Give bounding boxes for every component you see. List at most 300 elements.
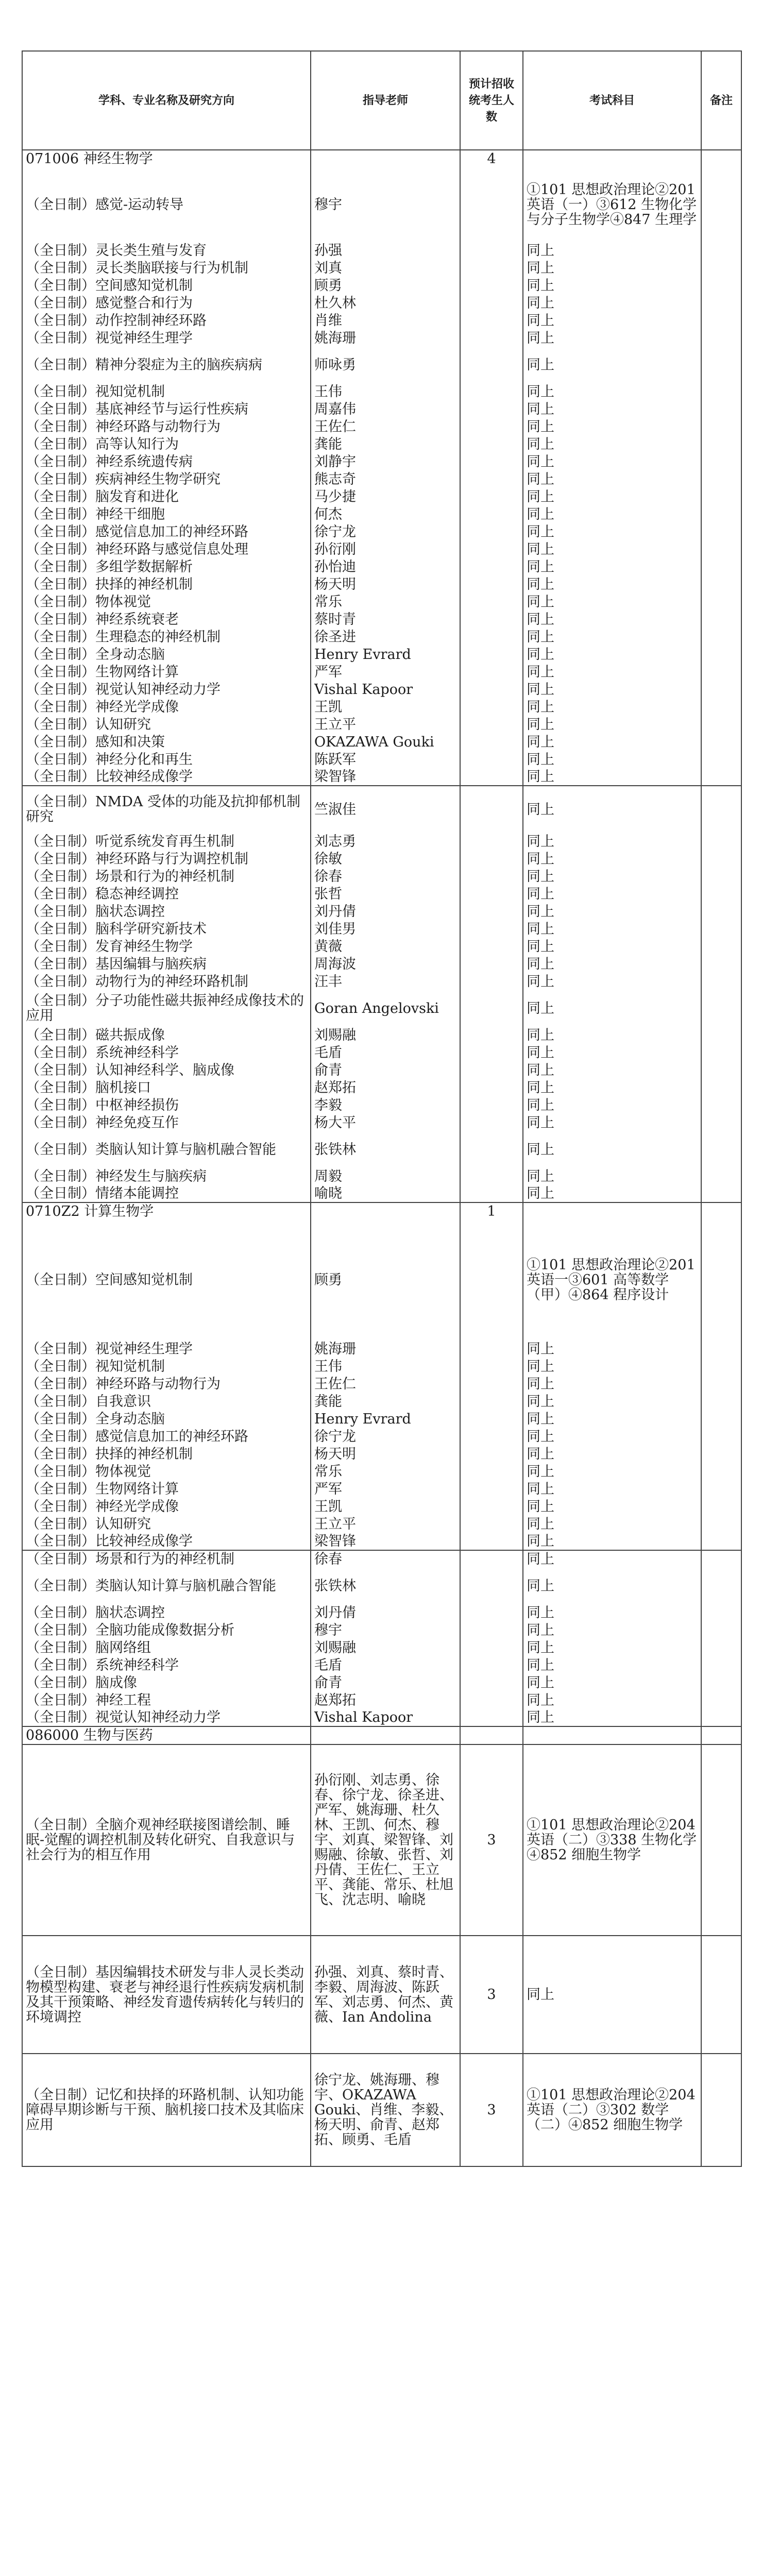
direction-cell: （全日制）神经分化和再生 bbox=[22, 751, 311, 768]
exam-cell: 同上 bbox=[523, 1114, 701, 1131]
section-note-cell bbox=[701, 1726, 741, 1744]
direction-cell: （全日制）神经环路与行为调控机制 bbox=[22, 850, 311, 868]
section-supervisor-cell bbox=[311, 1726, 460, 1744]
direction-cell: （全日制）记忆和抉择的环路机制、认知功能障碍早期诊断与干预、脑机接口技术及其临床应用 bbox=[22, 2054, 311, 2166]
quota-cell bbox=[460, 868, 523, 885]
direction-cell: （全日制）神经光学成像 bbox=[22, 1498, 311, 1515]
supervisor-cell: 孙衍刚 bbox=[311, 540, 460, 558]
note-cell bbox=[701, 768, 741, 786]
direction-cell: （全日制）稳态神经调控 bbox=[22, 885, 311, 903]
supervisor-cell: Henry Evrard bbox=[311, 1410, 460, 1428]
note-cell bbox=[701, 470, 741, 488]
table-row bbox=[22, 1639, 741, 1656]
quota-cell bbox=[460, 242, 523, 259]
table-row bbox=[22, 294, 741, 312]
table-row bbox=[22, 1061, 741, 1079]
direction-cell: （全日制）动作控制神经环路 bbox=[22, 312, 311, 329]
note-cell bbox=[701, 1515, 741, 1533]
exam-cell: 同上 bbox=[523, 628, 701, 646]
quota-cell bbox=[460, 1026, 523, 1044]
supervisor-cell: 毛盾 bbox=[311, 1656, 460, 1674]
note-cell bbox=[701, 868, 741, 885]
exam-cell: 同上 bbox=[523, 1026, 701, 1044]
supervisor-cell: 师咏勇 bbox=[311, 347, 460, 383]
supervisor-cell: 陈跃军 bbox=[311, 751, 460, 768]
quota-cell bbox=[460, 751, 523, 768]
direction-cell: （全日制）脑网络组 bbox=[22, 1639, 311, 1656]
section-note-cell bbox=[701, 150, 741, 167]
note-cell bbox=[701, 435, 741, 453]
supervisor-cell: 俞青 bbox=[311, 1061, 460, 1079]
direction-cell: （全日制）认知神经科学、脑成像 bbox=[22, 1061, 311, 1079]
quota-cell bbox=[460, 938, 523, 955]
note-cell bbox=[701, 1639, 741, 1656]
supervisor-cell: 王凯 bbox=[311, 698, 460, 716]
supervisor-cell: 刘真 bbox=[311, 259, 460, 277]
supervisor-cell: 周毅 bbox=[311, 1167, 460, 1185]
direction-cell: （全日制）抉择的神经机制 bbox=[22, 1445, 311, 1463]
note-cell bbox=[701, 920, 741, 938]
direction-cell: （全日制）脑发育和进化 bbox=[22, 488, 311, 505]
quota-cell: 3 bbox=[460, 1936, 523, 2054]
table-row bbox=[22, 1550, 741, 1568]
table-row bbox=[22, 1096, 741, 1114]
table-row bbox=[22, 453, 741, 470]
quota-cell bbox=[460, 575, 523, 593]
exam-cell: 同上 bbox=[523, 751, 701, 768]
direction-cell: （全日制）脑机接口 bbox=[22, 1079, 311, 1096]
note-cell bbox=[701, 628, 741, 646]
supervisor-cell: 王佐仁 bbox=[311, 418, 460, 435]
table-row bbox=[22, 716, 741, 733]
table-row bbox=[22, 523, 741, 540]
note-cell bbox=[701, 488, 741, 505]
direction-cell: （全日制）神经光学成像 bbox=[22, 698, 311, 716]
direction-cell: （全日制）空间感知觉机制 bbox=[22, 1220, 311, 1340]
supervisor-cell: 李毅 bbox=[311, 1096, 460, 1114]
note-cell bbox=[701, 277, 741, 294]
table-row bbox=[22, 1393, 741, 1410]
note-cell bbox=[701, 1185, 741, 1202]
supervisor-cell: 徐宁龙、姚海珊、穆宇、OKAZAWA Gouki、肖维、李毅、杨天明、俞青、赵郑拓、顾勇、毛盾 bbox=[311, 2054, 460, 2166]
supervisor-cell: 刘丹倩 bbox=[311, 1604, 460, 1621]
direction-cell: （全日制）灵长类生殖与发育 bbox=[22, 242, 311, 259]
supervisor-cell: 竺淑佳 bbox=[311, 786, 460, 833]
table-row bbox=[22, 698, 741, 716]
direction-cell: （全日制）脑状态调控 bbox=[22, 903, 311, 920]
quota-cell bbox=[460, 259, 523, 277]
note-cell bbox=[701, 1358, 741, 1375]
supervisor-cell: 王凯 bbox=[311, 1498, 460, 1515]
exam-cell: 同上 bbox=[523, 955, 701, 973]
direction-cell: （全日制）发育神经生物学 bbox=[22, 938, 311, 955]
supervisor-cell: 黄薇 bbox=[311, 938, 460, 955]
exam-cell: 同上 bbox=[523, 1709, 701, 1726]
table-row bbox=[22, 1691, 741, 1709]
table-row bbox=[22, 1185, 741, 1202]
supervisor-cell: 熊志奇 bbox=[311, 470, 460, 488]
direction-cell: （全日制）感觉整合和行为 bbox=[22, 294, 311, 312]
section-supervisor-cell bbox=[311, 1202, 460, 1220]
supervisor-cell: 毛盾 bbox=[311, 1044, 460, 1061]
note-cell bbox=[701, 540, 741, 558]
direction-cell: （全日制）感觉信息加工的神经环路 bbox=[22, 1428, 311, 1445]
supervisor-cell: 蔡时青 bbox=[311, 611, 460, 628]
quota-cell bbox=[460, 1428, 523, 1445]
section-header-row bbox=[22, 150, 741, 167]
exam-cell: 同上 bbox=[523, 400, 701, 418]
direction-cell: （全日制）多组学数据解析 bbox=[22, 558, 311, 575]
note-cell bbox=[701, 242, 741, 259]
exam-cell: 同上 bbox=[523, 663, 701, 681]
exam-cell: 同上 bbox=[523, 786, 701, 833]
supervisor-cell: 周嘉伟 bbox=[311, 400, 460, 418]
exam-cell: 同上 bbox=[523, 768, 701, 786]
note-cell bbox=[701, 1498, 741, 1515]
table-row bbox=[22, 920, 741, 938]
direction-cell: （全日制）比较神经成像学 bbox=[22, 1533, 311, 1550]
note-cell bbox=[701, 938, 741, 955]
note-cell bbox=[701, 1061, 741, 1079]
table-row bbox=[22, 1375, 741, 1393]
supervisor-cell: 杨天明 bbox=[311, 575, 460, 593]
supervisor-cell: 马少捷 bbox=[311, 488, 460, 505]
quota-cell bbox=[460, 1709, 523, 1726]
table-row bbox=[22, 1220, 741, 1340]
supervisor-cell: 徐春 bbox=[311, 1550, 460, 1568]
section-supervisor-cell bbox=[311, 150, 460, 167]
table-row bbox=[22, 868, 741, 885]
note-cell bbox=[701, 1936, 741, 2054]
table-row bbox=[22, 505, 741, 523]
note-cell bbox=[701, 955, 741, 973]
table-row bbox=[22, 768, 741, 786]
supervisor-cell: OKAZAWA Gouki bbox=[311, 733, 460, 751]
quota-cell bbox=[460, 1498, 523, 1515]
quota-cell bbox=[460, 312, 523, 329]
note-cell bbox=[701, 1375, 741, 1393]
supervisor-cell: 王伟 bbox=[311, 1358, 460, 1375]
exam-cell: 同上 bbox=[523, 1428, 701, 1445]
direction-cell: （全日制）分子功能性磁共振神经成像技术的应用 bbox=[22, 990, 311, 1026]
table-row bbox=[22, 1621, 741, 1639]
note-cell bbox=[701, 1550, 741, 1568]
exam-cell: 同上 bbox=[523, 1044, 701, 1061]
section-quota: 1 bbox=[460, 1202, 523, 1220]
supervisor-cell: 徐宁龙 bbox=[311, 1428, 460, 1445]
quota-cell bbox=[460, 990, 523, 1026]
exam-cell: 同上 bbox=[523, 1463, 701, 1480]
note-cell bbox=[701, 850, 741, 868]
direction-cell: （全日制）全身动态脑 bbox=[22, 646, 311, 663]
quota-cell bbox=[460, 1096, 523, 1114]
quota-cell bbox=[460, 277, 523, 294]
note-cell bbox=[701, 1480, 741, 1498]
table-row bbox=[22, 833, 741, 850]
exam-cell: 同上 bbox=[523, 1167, 701, 1185]
exam-cell: 同上 bbox=[523, 1604, 701, 1621]
quota-cell bbox=[460, 1604, 523, 1621]
note-cell bbox=[701, 505, 741, 523]
quota-cell bbox=[460, 1550, 523, 1568]
table-row bbox=[22, 1498, 741, 1515]
note-cell bbox=[701, 294, 741, 312]
quota-cell bbox=[460, 1079, 523, 1096]
admissions-table bbox=[22, 50, 742, 2167]
quota-cell bbox=[460, 663, 523, 681]
note-cell bbox=[701, 1079, 741, 1096]
note-cell bbox=[701, 400, 741, 418]
direction-cell: （全日制）基底神经节与运行性疾病 bbox=[22, 400, 311, 418]
quota-cell bbox=[460, 1445, 523, 1463]
quota-cell bbox=[460, 903, 523, 920]
note-cell bbox=[701, 418, 741, 435]
table-row bbox=[22, 885, 741, 903]
quota-cell bbox=[460, 1480, 523, 1498]
exam-cell: 同上 bbox=[523, 505, 701, 523]
supervisor-cell: 梁智锋 bbox=[311, 768, 460, 786]
table-row bbox=[22, 1515, 741, 1533]
supervisor-cell: 刘静宇 bbox=[311, 453, 460, 470]
supervisor-cell: 孙怡迪 bbox=[311, 558, 460, 575]
exam-cell: 同上 bbox=[523, 1410, 701, 1428]
supervisor-cell: 顾勇 bbox=[311, 1220, 460, 1340]
table-row bbox=[22, 242, 741, 259]
section-note-cell bbox=[701, 1202, 741, 1220]
note-cell bbox=[701, 1220, 741, 1340]
table-row bbox=[22, 400, 741, 418]
quota-cell: 3 bbox=[460, 2054, 523, 2166]
exam-cell: 同上 bbox=[523, 1480, 701, 1498]
note-cell bbox=[701, 611, 741, 628]
supervisor-cell: 王伟 bbox=[311, 383, 460, 400]
section-quota bbox=[460, 1726, 523, 1744]
quota-cell bbox=[460, 1185, 523, 1202]
note-cell bbox=[701, 1709, 741, 1726]
table-row bbox=[22, 1936, 741, 2054]
direction-cell: （全日制）物体视觉 bbox=[22, 1463, 311, 1480]
section-code-name: 086000 生物与医药 bbox=[22, 1726, 311, 1744]
exam-cell: 同上 bbox=[523, 1079, 701, 1096]
table-row bbox=[22, 990, 741, 1026]
note-cell bbox=[701, 885, 741, 903]
exam-cell: ①101 思想政治理论②204 英语（二）③338 生物化学④852 细胞生物学 bbox=[523, 1744, 701, 1936]
exam-cell: 同上 bbox=[523, 885, 701, 903]
table-row bbox=[22, 1656, 741, 1674]
note-cell bbox=[701, 1691, 741, 1709]
direction-cell: （全日制）全脑介观神经联接图谱绘制、睡眠-觉醒的调控机制及转化研究、自我意识与社会行为的相互作用 bbox=[22, 1744, 311, 1936]
note-cell bbox=[701, 453, 741, 470]
table-row bbox=[22, 1568, 741, 1604]
section-header-row bbox=[22, 1202, 741, 1220]
table-row bbox=[22, 628, 741, 646]
quota-cell bbox=[460, 593, 523, 611]
exam-cell: 同上 bbox=[523, 681, 701, 698]
table-row bbox=[22, 955, 741, 973]
note-cell bbox=[701, 833, 741, 850]
quota-cell bbox=[460, 523, 523, 540]
section-quota: 4 bbox=[460, 150, 523, 167]
header-row bbox=[22, 51, 741, 150]
note-cell bbox=[701, 523, 741, 540]
quota-cell bbox=[460, 1375, 523, 1393]
table-row bbox=[22, 1445, 741, 1463]
exam-cell: 同上 bbox=[523, 347, 701, 383]
exam-cell: 同上 bbox=[523, 1061, 701, 1079]
supervisor-cell: 徐圣进 bbox=[311, 628, 460, 646]
table-row bbox=[22, 1114, 741, 1131]
exam-cell: 同上 bbox=[523, 903, 701, 920]
direction-cell: （全日制）感知和决策 bbox=[22, 733, 311, 751]
exam-cell: 同上 bbox=[523, 277, 701, 294]
note-cell bbox=[701, 990, 741, 1026]
direction-cell: （全日制）视知觉机制 bbox=[22, 1358, 311, 1375]
supervisor-cell: 刘佳男 bbox=[311, 920, 460, 938]
table-row bbox=[22, 1131, 741, 1167]
table-row bbox=[22, 488, 741, 505]
direction-cell: （全日制）NMDA 受体的功能及抗抑郁机制研究 bbox=[22, 786, 311, 833]
table-row bbox=[22, 329, 741, 347]
note-cell bbox=[701, 347, 741, 383]
table-row bbox=[22, 435, 741, 453]
supervisor-cell: 穆宇 bbox=[311, 1621, 460, 1639]
exam-cell: 同上 bbox=[523, 312, 701, 329]
note-cell bbox=[701, 1393, 741, 1410]
exam-cell: 同上 bbox=[523, 990, 701, 1026]
direction-cell: （全日制）神经环路与动物行为 bbox=[22, 418, 311, 435]
exam-cell: 同上 bbox=[523, 435, 701, 453]
exam-cell: 同上 bbox=[523, 1674, 701, 1691]
table-row bbox=[22, 575, 741, 593]
admissions-catalog-page bbox=[22, 50, 741, 2167]
supervisor-cell: 刘志勇 bbox=[311, 833, 460, 850]
exam-cell: 同上 bbox=[523, 1639, 701, 1656]
direction-cell: （全日制）基因编辑技术研发与非人灵长类动物模型构建、衰老与神经退行性疾病发病机制及其干预策略、神经发育遗传病转化与转归的环境调控 bbox=[22, 1936, 311, 2054]
quota-cell: 3 bbox=[460, 1744, 523, 1936]
supervisor-cell: 穆宇 bbox=[311, 167, 460, 242]
supervisor-cell: 赵郑拓 bbox=[311, 1691, 460, 1709]
direction-cell: （全日制）听觉系统发育再生机制 bbox=[22, 833, 311, 850]
supervisor-cell: Henry Evrard bbox=[311, 646, 460, 663]
exam-cell: 同上 bbox=[523, 920, 701, 938]
direction-cell: （全日制）磁共振成像 bbox=[22, 1026, 311, 1044]
section-exam-cell bbox=[523, 1202, 701, 1220]
direction-cell: （全日制）神经环路与动物行为 bbox=[22, 1375, 311, 1393]
direction-cell: （全日制）生物网络计算 bbox=[22, 663, 311, 681]
exam-cell: 同上 bbox=[523, 716, 701, 733]
exam-cell: 同上 bbox=[523, 1096, 701, 1114]
supervisor-cell: 汪丰 bbox=[311, 973, 460, 990]
exam-cell: 同上 bbox=[523, 868, 701, 885]
supervisor-cell: 龚能 bbox=[311, 435, 460, 453]
quota-cell bbox=[460, 558, 523, 575]
direction-cell: （全日制）神经系统遗传病 bbox=[22, 453, 311, 470]
quota-cell bbox=[460, 1674, 523, 1691]
direction-cell: （全日制）视觉认知神经动力学 bbox=[22, 1709, 311, 1726]
quota-cell bbox=[460, 488, 523, 505]
quota-cell bbox=[460, 1220, 523, 1340]
direction-cell: （全日制）视觉神经生理学 bbox=[22, 1340, 311, 1358]
table-row bbox=[22, 312, 741, 329]
exam-cell: 同上 bbox=[523, 558, 701, 575]
exam-cell: 同上 bbox=[523, 1445, 701, 1463]
supervisor-cell: 杨天明 bbox=[311, 1445, 460, 1463]
supervisor-cell: 孙衍刚、刘志勇、徐春、徐宁龙、徐圣进、严军、姚海珊、杜久林、王凯、何杰、穆宇、刘真、梁智锋、刘赐融、徐敏、张哲、刘丹倩、王佐仁、王立平、龚能、常乐、杜旭飞、沈志明、喻晓 bbox=[311, 1744, 460, 1936]
direction-cell: （全日制）视觉神经生理学 bbox=[22, 329, 311, 347]
exam-cell: 同上 bbox=[523, 1340, 701, 1358]
note-cell bbox=[701, 1744, 741, 1936]
note-cell bbox=[701, 259, 741, 277]
note-cell bbox=[701, 1604, 741, 1621]
note-cell bbox=[701, 383, 741, 400]
quota-cell bbox=[460, 1340, 523, 1358]
direction-cell: （全日制）空间感知觉机制 bbox=[22, 277, 311, 294]
quota-cell bbox=[460, 400, 523, 418]
section-code-name: 0710Z2 计算生物学 bbox=[22, 1202, 311, 1220]
quota-cell bbox=[460, 1410, 523, 1428]
supervisor-cell: 徐春 bbox=[311, 868, 460, 885]
exam-cell: 同上 bbox=[523, 259, 701, 277]
direction-cell: （全日制）全脑功能成像数据分析 bbox=[22, 1621, 311, 1639]
table-row bbox=[22, 1428, 741, 1445]
table-row bbox=[22, 611, 741, 628]
quota-cell bbox=[460, 1131, 523, 1167]
exam-cell: 同上 bbox=[523, 1550, 701, 1568]
note-cell bbox=[701, 786, 741, 833]
quota-cell bbox=[460, 1568, 523, 1604]
table-row bbox=[22, 1044, 741, 1061]
direction-cell: （全日制）系统神经科学 bbox=[22, 1656, 311, 1674]
exam-cell: 同上 bbox=[523, 1131, 701, 1167]
header-exam: 考试科目 bbox=[523, 51, 701, 150]
direction-cell: （全日制）精神分裂症为主的脑疾病病 bbox=[22, 347, 311, 383]
direction-cell: （全日制）感觉-运动转导 bbox=[22, 167, 311, 242]
exam-cell: 同上 bbox=[523, 833, 701, 850]
exam-cell: 同上 bbox=[523, 540, 701, 558]
supervisor-cell: 刘丹倩 bbox=[311, 903, 460, 920]
quota-cell bbox=[460, 920, 523, 938]
direction-cell: （全日制）类脑认知计算与脑机融合智能 bbox=[22, 1568, 311, 1604]
quota-cell bbox=[460, 329, 523, 347]
exam-cell: 同上 bbox=[523, 418, 701, 435]
direction-cell: （全日制）物体视觉 bbox=[22, 593, 311, 611]
direction-cell: （全日制）中枢神经损伤 bbox=[22, 1096, 311, 1114]
table-row bbox=[22, 1358, 741, 1375]
supervisor-cell: 姚海珊 bbox=[311, 1340, 460, 1358]
supervisor-cell: 顾勇 bbox=[311, 277, 460, 294]
quota-cell bbox=[460, 1533, 523, 1550]
note-cell bbox=[701, 1026, 741, 1044]
direction-cell: （全日制）认知研究 bbox=[22, 716, 311, 733]
supervisor-cell: 徐敏 bbox=[311, 850, 460, 868]
note-cell bbox=[701, 1568, 741, 1604]
direction-cell: （全日制）抉择的神经机制 bbox=[22, 575, 311, 593]
direction-cell: （全日制）视觉认知神经动力学 bbox=[22, 681, 311, 698]
note-cell bbox=[701, 1656, 741, 1674]
supervisor-cell: 刘赐融 bbox=[311, 1639, 460, 1656]
note-cell bbox=[701, 903, 741, 920]
note-cell bbox=[701, 1167, 741, 1185]
note-cell bbox=[701, 1445, 741, 1463]
quota-cell bbox=[460, 1656, 523, 1674]
direction-cell: （全日制）感觉信息加工的神经环路 bbox=[22, 523, 311, 540]
direction-cell: （全日制）场景和行为的神经机制 bbox=[22, 1550, 311, 1568]
direction-cell: （全日制）场景和行为的神经机制 bbox=[22, 868, 311, 885]
exam-cell: 同上 bbox=[523, 733, 701, 751]
supervisor-cell: 喻晓 bbox=[311, 1185, 460, 1202]
supervisor-cell: 徐宁龙 bbox=[311, 523, 460, 540]
supervisor-cell: 张铁林 bbox=[311, 1131, 460, 1167]
